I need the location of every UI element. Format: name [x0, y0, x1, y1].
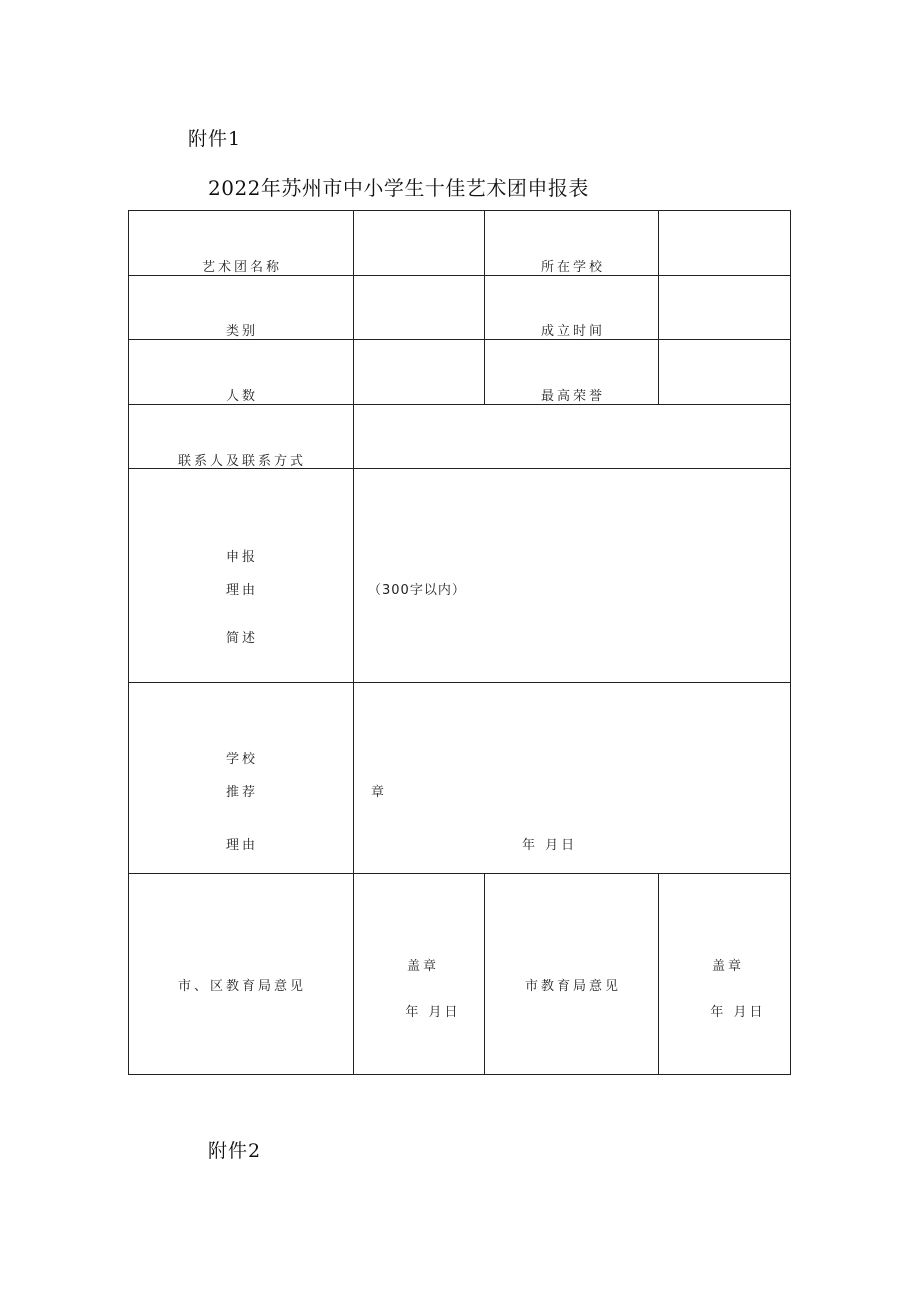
- form-title: 2022年苏州市中小学生十佳艺术团申报表: [208, 176, 589, 200]
- column-divider: [658, 210, 659, 404]
- member-count-label: 人数: [225, 389, 259, 404]
- row-divider: [128, 404, 791, 405]
- application-reason-label-line2: 理由: [225, 583, 259, 598]
- column-divider: [484, 873, 485, 1074]
- school-date-mark: 年 月日: [522, 838, 578, 853]
- table-border-bottom: [128, 1074, 791, 1075]
- city-seal-mark: 盖章: [711, 959, 745, 974]
- district-seal-mark: 盖章: [406, 959, 440, 974]
- district-date-mark: 年 月日: [405, 1005, 461, 1020]
- district-bureau-opinion-label: 市、区教育局意见: [177, 979, 307, 994]
- application-reason-label-line3: 简述: [225, 631, 259, 646]
- category-label: 类别: [225, 324, 259, 339]
- column-divider: [484, 210, 485, 404]
- contact-label: 联系人及联系方式: [177, 454, 307, 469]
- founding-date-label: 成立时间: [540, 324, 606, 339]
- school-label: 所在学校: [540, 260, 606, 275]
- school-seal-mark: 章: [371, 785, 388, 800]
- attachment-2-heading: 附件2: [208, 1140, 262, 1162]
- row-divider: [128, 873, 791, 874]
- city-bureau-opinion-label: 市教育局意见: [524, 979, 622, 994]
- attachment-1-heading: 附件1: [188, 128, 242, 150]
- word-limit-hint: （300字以内）: [368, 583, 466, 598]
- table-border-top: [128, 210, 791, 211]
- column-divider: [658, 873, 659, 1074]
- school-recommendation-label-line2: 推荐: [225, 785, 259, 800]
- city-date-mark: 年 月日: [710, 1005, 766, 1020]
- highest-honor-label: 最高荣誉: [540, 389, 606, 404]
- row-divider: [128, 339, 791, 340]
- school-recommendation-label-line1: 学校: [225, 752, 259, 767]
- application-reason-label-line1: 申报: [225, 550, 259, 565]
- table-border-left: [128, 210, 129, 1075]
- school-recommendation-label-line3: 理由: [225, 838, 259, 853]
- table-border-right: [790, 210, 791, 1075]
- row-divider: [128, 275, 791, 276]
- art-troupe-name-label: 艺术团名称: [201, 260, 283, 275]
- application-form-table: [128, 210, 791, 1075]
- column-divider: [353, 210, 354, 1075]
- row-divider: [128, 682, 791, 683]
